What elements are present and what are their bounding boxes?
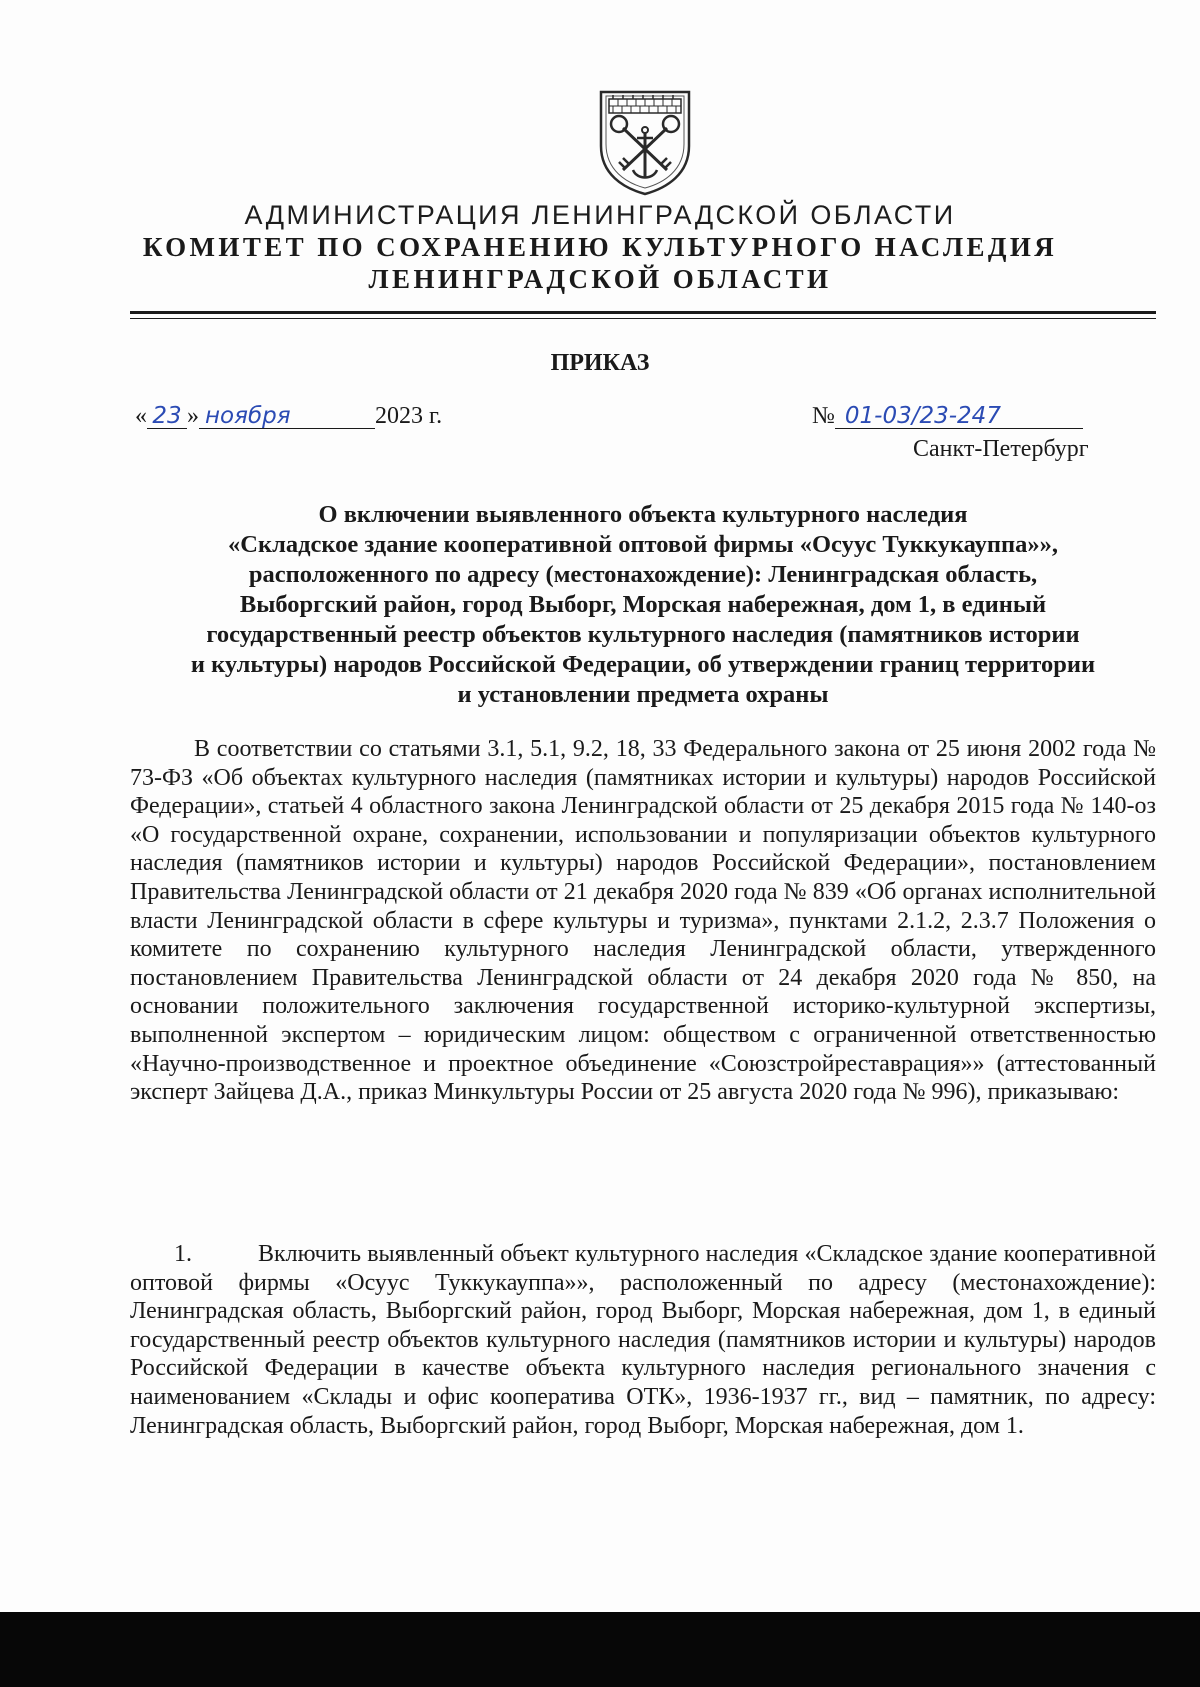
date-close-quote: »	[187, 403, 199, 429]
title-line: расположенного по адресу (местонахождение): Ленинградская область,	[248, 561, 1038, 588]
item-1-paragraph	[130, 1240, 1156, 1440]
date-open-quote: «	[135, 403, 147, 429]
document-type: ПРИКАЗ	[550, 350, 650, 376]
number-sign: №	[812, 403, 835, 429]
date-day: 23	[147, 404, 187, 429]
order-title	[130, 500, 1156, 710]
scan-bottom-border	[0, 1612, 1200, 1687]
title-line: и установлении предмета охраны	[457, 681, 829, 708]
order-number	[812, 403, 1083, 430]
item-1-number: 1.	[174, 1241, 192, 1267]
header-divider-thick	[130, 311, 1156, 314]
title-line: и культуры) народов Российской Федерации, об утверждении границ территории	[190, 651, 1096, 678]
title-line: Выборгский район, город Выборг, Морская набережная, дом 1, в единый	[239, 591, 1047, 618]
order-date	[135, 403, 442, 430]
date-month: ноября	[199, 404, 375, 429]
date-year: 2023 г.	[375, 403, 443, 429]
title-line: государственный реестр объектов культурного наследия (памятников истории	[206, 621, 1080, 648]
preamble-paragraph	[130, 735, 1156, 1107]
preamble-text: В соответствии со статьями 3.1, 5.1, 9.2, 18, 33 Федерального закона от 25 июня 2002 года № 73-ФЗ «Об объектах культурного наследия (памятниках истории и культуры) народов Российской Федерации», статьей 4 областного закона Ленинградской области от 25 декабря 2015 года № 140-оз «О государственной охране, сохранении, использовании и популяризации объектов культурного наследия (памятников истории и культуры) народов Российской Федерации», постановлением Правительства Ленинградской области от 21 декабря 2020 года № 839 «Об органах исполнительной власти Ленинградской области в сфере культуры и туризма», пунктами 2.1.2, 2.3.7 Положения о комитете по сохранению культурного наследия Ленинградской области, утвержденного постановлением Правительства Ленинградской области от 24 декабря 2020 года № 850, на основании положительного заключения государственной историко-культурной экспертизы, выполненной экспертом – юридическим лицом: обществом с ограниченной ответственностью «Научно-производственное и проектное объединение «Союзстройреставрация»» (аттестованный эксперт Зайцева Д.А., приказ Минкультуры России от 25 августа 2020 года № 996), приказываю:	[130, 736, 1156, 1106]
coat-of-arms-icon	[597, 88, 693, 196]
committee-region: ЛЕНИНГРАДСКОЙ ОБЛАСТИ	[368, 264, 832, 294]
issue-city: Санкт-Петербург	[913, 436, 1089, 462]
item-1-text: Включить выявленный объект культурного наследия «Складское здание кооперативной оптовой фирмы «Осуус Туккукауппа»», расположенный по адресу (местонахождение): Ленинградская область, Выборгский район, город Выборг, Морская набережная, дом 1, в единый государственный реестр объектов культурного наследия (памятников истории и культуры) народов Российской Федерации в качестве объекта культурного наследия регионального значения с наименованием «Склады и офис кооператива ОТК», 1936-1937 гг., вид – памятник, по адресу: Ленинградская область, Выборгский район, город Выборг, Морская набережная, дом 1.	[130, 1241, 1156, 1439]
administration-name: АДМИНИСТРАЦИЯ ЛЕНИНГРАДСКОЙ ОБЛАСТИ	[244, 200, 956, 230]
committee-name: КОМИТЕТ ПО СОХРАНЕНИЮ КУЛЬТУРНОГО НАСЛЕДИЯ	[142, 232, 1058, 262]
title-line: О включении выявленного объекта культурного наследия	[318, 501, 968, 528]
header-divider-thin	[130, 318, 1156, 319]
title-line: «Складское здание кооперативной оптовой фирмы «Осуус Туккукауппа»»,	[228, 531, 1058, 558]
number-value: 01-03/23-247	[835, 404, 1083, 429]
